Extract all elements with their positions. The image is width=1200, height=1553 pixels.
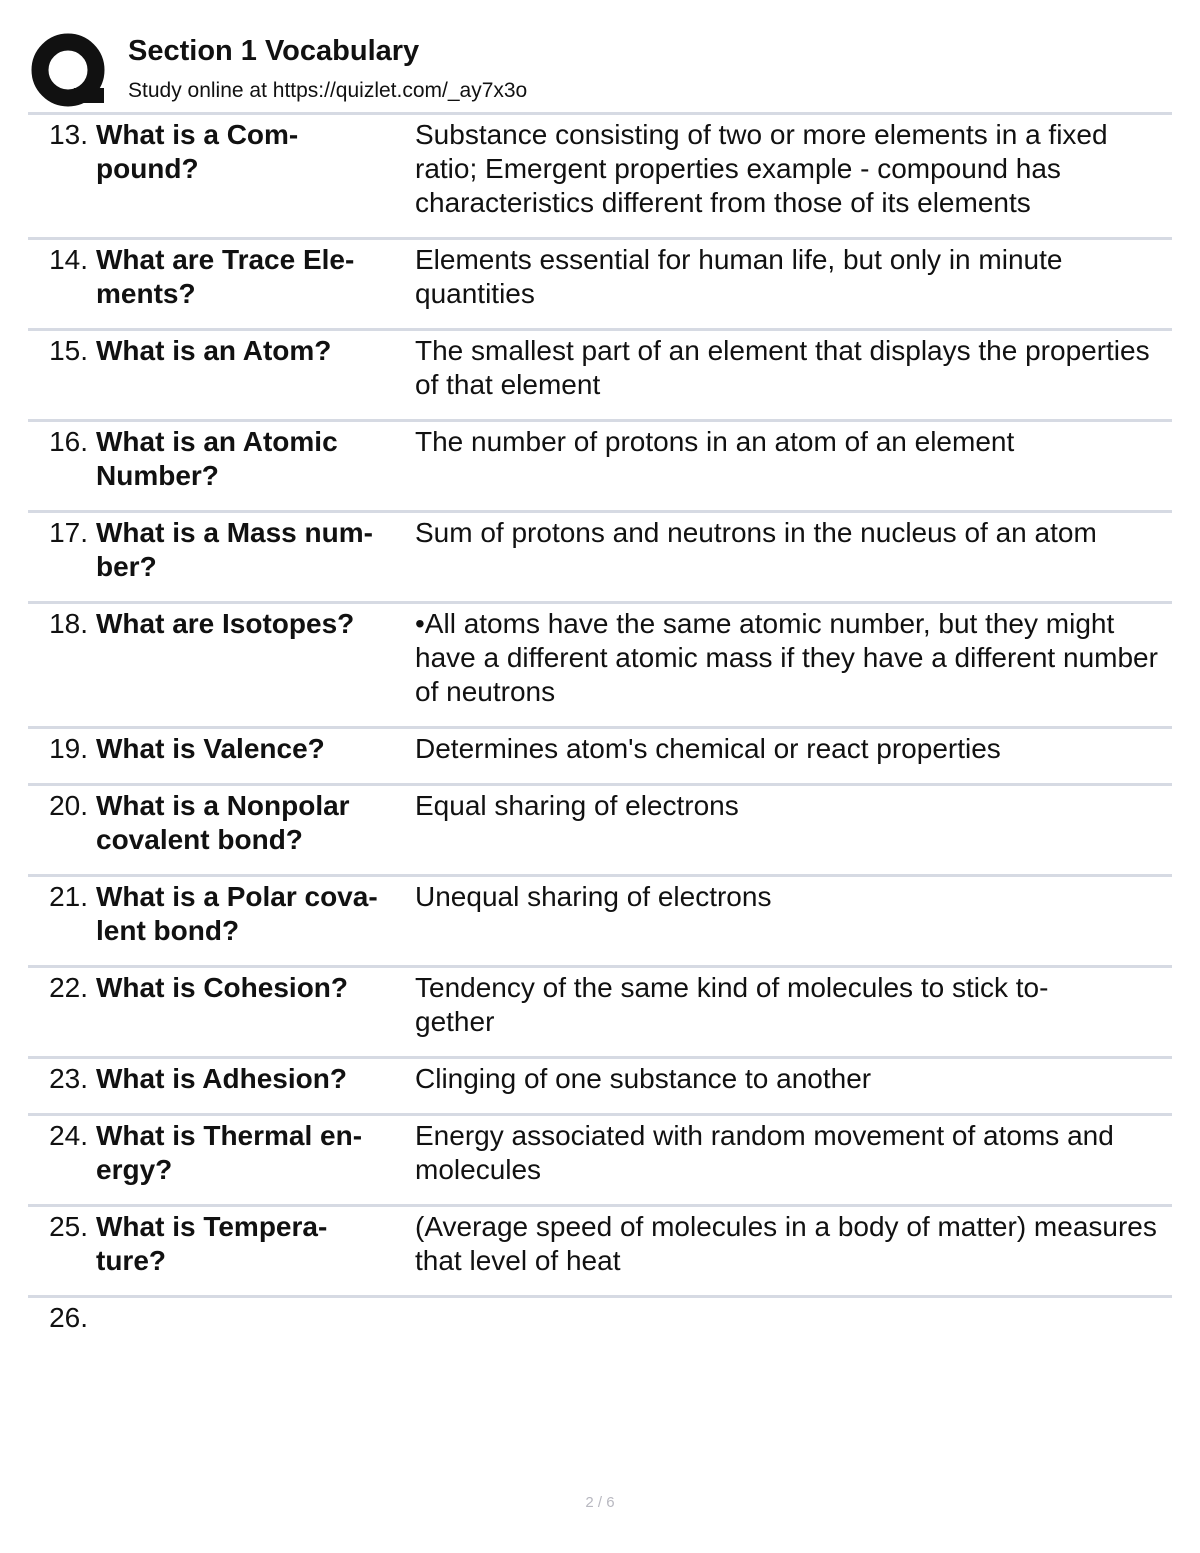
card-number: 23. — [49, 1063, 88, 1094]
vocab-card-row — [28, 729, 1172, 786]
vocab-card-row — [28, 331, 1172, 422]
card-term: What is a Polar cova- lent bond? — [96, 881, 378, 946]
page-indicator: 2 / 6 — [585, 1494, 615, 1511]
card-definition: •All atoms have the same atomic number, but they might have a different atomic mass if they have a different number of neutrons — [415, 608, 1158, 707]
card-term: What is an Atom? — [96, 335, 332, 366]
card-definition: The number of protons in an atom of an element — [415, 426, 1015, 457]
card-term: What is a Mass num- ber? — [96, 517, 373, 582]
card-definition: Elements essential for human life, but only in minute quantities — [415, 244, 1063, 309]
vocab-card-row — [28, 1116, 1172, 1207]
vocab-card-row — [28, 240, 1172, 331]
card-term: What is an Atomic Number? — [96, 426, 338, 491]
card-number: 22. — [49, 972, 88, 1003]
vocab-card-row — [28, 877, 1172, 968]
card-term — [96, 1301, 415, 1335]
vocab-card-row — [28, 1059, 1172, 1116]
card-number: 17. — [49, 517, 88, 548]
vocab-card-row — [28, 1207, 1172, 1298]
card-number: 26. — [49, 1302, 88, 1333]
quizlet-q-logo-icon — [30, 32, 108, 110]
card-number: 18. — [49, 608, 88, 639]
card-term: What are Trace Ele- ments? — [96, 244, 355, 309]
card-number: 24. — [49, 1120, 88, 1151]
card-number: 25. — [49, 1211, 88, 1242]
card-term: What is a Com- pound? — [96, 119, 299, 184]
card-term: What is a Nonpolar covalent bond? — [96, 790, 350, 855]
vocab-card-row — [28, 786, 1172, 877]
card-definition: (Average speed of molecules in a body of matter) measures that level of heat — [415, 1211, 1157, 1276]
vocab-card-row — [28, 604, 1172, 729]
vocab-card-row — [28, 968, 1172, 1059]
card-term: What are Isotopes? — [96, 608, 355, 639]
card-term: What is Valence? — [96, 733, 325, 764]
card-number: 16. — [49, 426, 88, 457]
card-definition: Sum of protons and neutrons in the nucleus of an atom — [415, 517, 1097, 548]
page-header — [28, 28, 1172, 112]
vocab-card-row — [28, 422, 1172, 513]
vocab-card-row — [28, 115, 1172, 240]
card-term: What is Adhesion? — [96, 1063, 347, 1094]
card-term: What is Cohesion? — [96, 972, 348, 1003]
card-definition: Determines atom's chemical or react properties — [415, 733, 1001, 764]
page-title: Section 1 Vocabulary — [128, 35, 420, 67]
card-definition: Unequal sharing of electrons — [415, 881, 772, 912]
card-number: 21. — [49, 881, 88, 912]
card-definition: Energy associated with random movement of atoms and molecules — [415, 1120, 1114, 1185]
vocab-card-row — [28, 1298, 1172, 1352]
vocab-card-row — [28, 513, 1172, 604]
vocabulary-list — [28, 115, 1172, 1352]
card-definition: Clinging of one substance to another — [415, 1063, 872, 1094]
card-definition: Substance consisting of two or more elements in a fixed ratio; Emergent properties example - compound has characteristics different from those of its elements — [415, 119, 1108, 218]
card-definition: Tendency of the same kind of molecules to stick to- gether — [415, 972, 1049, 1037]
card-term: What is Tempera- ture? — [96, 1211, 328, 1276]
card-number: 13. — [49, 119, 88, 150]
study-online-link[interactable]: Study online at https://quizlet.com/_ay7x3o — [128, 79, 528, 102]
card-number: 15. — [49, 335, 88, 366]
card-term: What is Thermal en- ergy? — [96, 1120, 363, 1185]
card-number: 19. — [49, 733, 88, 764]
card-number: 14. — [49, 244, 88, 275]
card-definition: Equal sharing of electrons — [415, 790, 739, 821]
card-definition — [415, 1301, 1172, 1335]
card-number: 20. — [49, 790, 88, 821]
card-definition: The smallest part of an element that displays the properties of that element — [415, 335, 1150, 400]
